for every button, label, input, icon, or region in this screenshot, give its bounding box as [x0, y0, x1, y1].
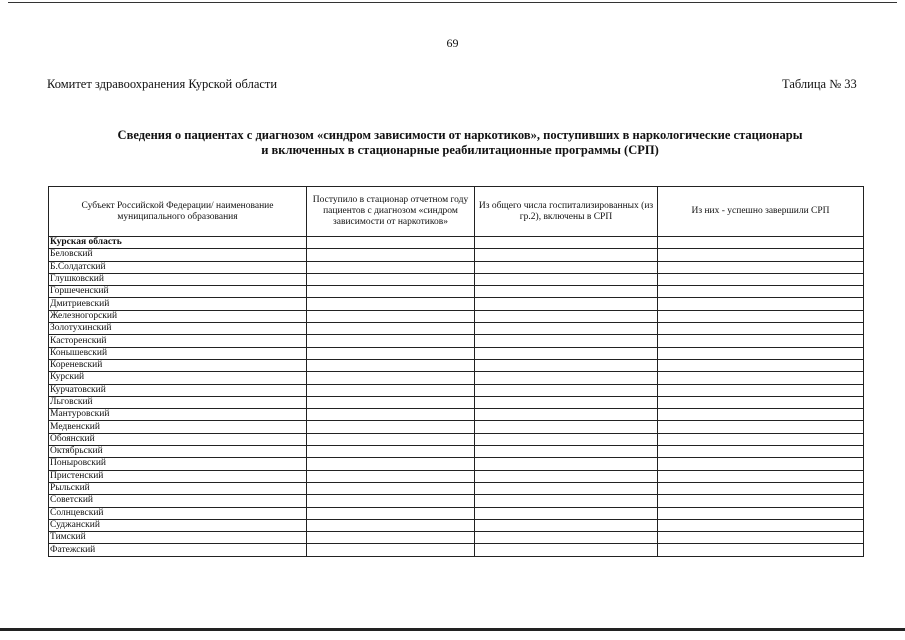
row-district-name: Курский [49, 372, 307, 384]
row-district-name: Советский [49, 495, 307, 507]
completed-srp-cell [658, 446, 864, 458]
row-district-name: Беловский [49, 249, 307, 261]
row-district-name: Медвенский [49, 421, 307, 433]
admitted-cell [307, 446, 475, 458]
included-srp-cell [475, 261, 658, 273]
admitted-cell [307, 323, 475, 335]
table-row [49, 310, 864, 322]
included-srp-cell [475, 372, 658, 384]
admitted-cell [307, 359, 475, 371]
table-row [49, 347, 864, 359]
row-district-name: Льговский [49, 396, 307, 408]
table-row [49, 470, 864, 482]
completed-srp-cell [658, 359, 864, 371]
table-row [49, 433, 864, 445]
header-included-srp: Из общего числа госпитализированных (из гр.2), включены в СРП [475, 187, 658, 237]
table-number: Таблица № 33 [782, 77, 857, 91]
completed-srp-cell [658, 286, 864, 298]
table-row [49, 359, 864, 371]
completed-srp-cell [658, 249, 864, 261]
completed-srp-cell [658, 298, 864, 310]
included-srp-cell [475, 409, 658, 421]
table-row [49, 507, 864, 519]
included-srp-cell [475, 470, 658, 482]
completed-srp-cell [658, 237, 864, 249]
table-row [49, 519, 864, 531]
completed-srp-cell [658, 261, 864, 273]
completed-srp-cell [658, 532, 864, 544]
top-border-line [8, 2, 897, 3]
included-srp-cell [475, 273, 658, 285]
admitted-cell [307, 347, 475, 359]
admitted-cell [307, 433, 475, 445]
table-row [49, 237, 864, 249]
included-srp-cell [475, 458, 658, 470]
row-district-name: Тимский [49, 532, 307, 544]
table-row [49, 384, 864, 396]
table-row [49, 298, 864, 310]
included-srp-cell [475, 237, 658, 249]
completed-srp-cell [658, 519, 864, 531]
row-district-name: Обоянский [49, 433, 307, 445]
completed-srp-cell [658, 433, 864, 445]
completed-srp-cell [658, 470, 864, 482]
included-srp-cell [475, 446, 658, 458]
document-title [60, 128, 860, 158]
table-row [49, 273, 864, 285]
row-district-name: Курская область [49, 237, 307, 249]
row-district-name: Солнцевский [49, 507, 307, 519]
included-srp-cell [475, 359, 658, 371]
admitted-cell [307, 532, 475, 544]
completed-srp-cell [658, 310, 864, 322]
admitted-cell [307, 519, 475, 531]
completed-srp-cell [658, 384, 864, 396]
completed-srp-cell [658, 482, 864, 494]
table-row [49, 249, 864, 261]
table-row [49, 409, 864, 421]
admitted-cell [307, 298, 475, 310]
document-title-line-2: и включенных в стационарные реабилитационные программы (СРП) [261, 143, 659, 157]
included-srp-cell [475, 482, 658, 494]
completed-srp-cell [658, 495, 864, 507]
included-srp-cell [475, 347, 658, 359]
row-district-name: Фатежский [49, 544, 307, 556]
admitted-cell [307, 372, 475, 384]
row-district-name: Дмитриевский [49, 298, 307, 310]
admitted-cell [307, 249, 475, 261]
table-row [49, 421, 864, 433]
completed-srp-cell [658, 273, 864, 285]
admitted-cell [307, 273, 475, 285]
table-row [49, 396, 864, 408]
admitted-cell [307, 237, 475, 249]
row-district-name: Железногорский [49, 310, 307, 322]
included-srp-cell [475, 310, 658, 322]
table-row [49, 286, 864, 298]
included-srp-cell [475, 532, 658, 544]
row-district-name: Суджанский [49, 519, 307, 531]
admitted-cell [307, 507, 475, 519]
admitted-cell [307, 458, 475, 470]
table-row [49, 482, 864, 494]
completed-srp-cell [658, 372, 864, 384]
completed-srp-cell [658, 421, 864, 433]
included-srp-cell [475, 286, 658, 298]
admitted-cell [307, 409, 475, 421]
table-row [49, 261, 864, 273]
admitted-cell [307, 470, 475, 482]
admitted-cell [307, 544, 475, 556]
table-row [49, 446, 864, 458]
admitted-cell [307, 495, 475, 507]
completed-srp-cell [658, 409, 864, 421]
included-srp-cell [475, 298, 658, 310]
row-district-name: Поныровский [49, 458, 307, 470]
admitted-cell [307, 396, 475, 408]
patients-table [48, 186, 864, 557]
row-district-name: Рыльский [49, 482, 307, 494]
included-srp-cell [475, 433, 658, 445]
included-srp-cell [475, 384, 658, 396]
header-admitted: Поступило в стационар отчетном году пациентов с диагнозом «синдром зависимости от наркотиков» [307, 187, 475, 237]
included-srp-cell [475, 495, 658, 507]
included-srp-cell [475, 544, 658, 556]
included-srp-cell [475, 335, 658, 347]
admitted-cell [307, 384, 475, 396]
organization-name: Комитет здравоохранения Курской области [47, 77, 278, 91]
row-district-name: Горшеченский [49, 286, 307, 298]
admitted-cell [307, 482, 475, 494]
table-row [49, 532, 864, 544]
admitted-cell [307, 261, 475, 273]
admitted-cell [307, 286, 475, 298]
document-title-line-1: Сведения о пациентах с диагнозом «синдром зависимости от наркотиков», поступивших в наркологические стационары [117, 128, 803, 142]
page-number: 69 [446, 36, 459, 50]
completed-srp-cell [658, 323, 864, 335]
row-district-name: Мантуровский [49, 409, 307, 421]
table-row [49, 544, 864, 556]
row-district-name: Кореневский [49, 359, 307, 371]
row-district-name: Курчатовский [49, 384, 307, 396]
included-srp-cell [475, 421, 658, 433]
included-srp-cell [475, 323, 658, 335]
row-district-name: Октябрьский [49, 446, 307, 458]
table-row [49, 495, 864, 507]
admitted-cell [307, 310, 475, 322]
row-district-name: Касторенский [49, 335, 307, 347]
included-srp-cell [475, 507, 658, 519]
row-district-name: Золотухинский [49, 323, 307, 335]
table-row [49, 372, 864, 384]
row-district-name: Конышевский [49, 347, 307, 359]
table-header-row [49, 187, 864, 237]
table-row [49, 323, 864, 335]
admitted-cell [307, 335, 475, 347]
row-district-name: Пристенский [49, 470, 307, 482]
included-srp-cell [475, 396, 658, 408]
completed-srp-cell [658, 347, 864, 359]
included-srp-cell [475, 519, 658, 531]
completed-srp-cell [658, 335, 864, 347]
row-district-name: Б.Солдатский [49, 261, 307, 273]
table-row [49, 335, 864, 347]
completed-srp-cell [658, 507, 864, 519]
table-row [49, 458, 864, 470]
completed-srp-cell [658, 544, 864, 556]
completed-srp-cell [658, 396, 864, 408]
header-completed-srp: Из них - успешно завершили СРП [658, 187, 864, 237]
included-srp-cell [475, 249, 658, 261]
header-subject: Субъект Российской Федерации/ наименование муниципального образования [49, 187, 307, 237]
bottom-border-line [0, 628, 905, 631]
table-body [49, 237, 864, 557]
admitted-cell [307, 421, 475, 433]
row-district-name: Глушковский [49, 273, 307, 285]
completed-srp-cell [658, 458, 864, 470]
